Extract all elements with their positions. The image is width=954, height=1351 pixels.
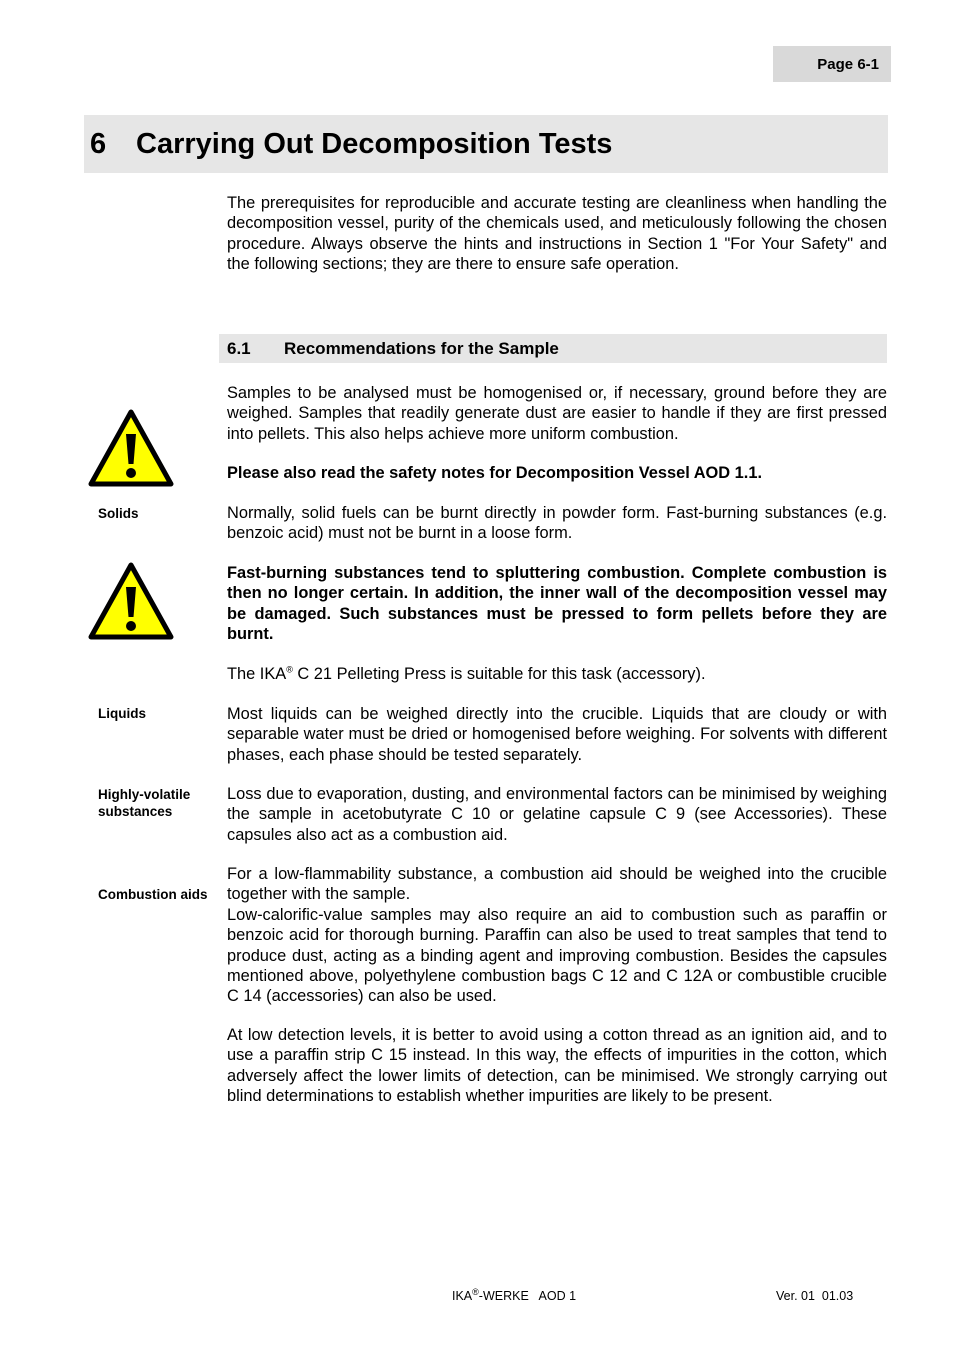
chapter-number: 6 [90,127,107,160]
side-label-liquids: Liquids [98,706,146,721]
combustion-paragraph-1: For a low-flammability substance, a combustion aid should be weighed into the crucible together with the sample. [227,865,887,904]
footer-brand [452,1286,577,1303]
side-label-solids: Solids [98,506,139,521]
warning-triangle-icon [88,408,174,488]
warning-triangle-icon [88,561,174,641]
press-prefix: The IKA [227,665,287,683]
footer-version: Ver. 01 01.03 [776,1289,854,1303]
footer-brand-suffix: -WERKE AOD 1 [478,1289,577,1303]
page-number-label: Page 6-1 [817,55,879,73]
footer-brand-prefix: IKA [452,1289,473,1303]
press-suffix: C 21 Pelleting Press is suitable for this task (accessory). [292,665,706,683]
footer-registered-mark: ® [472,1286,479,1297]
volatile-paragraph: Loss due to evaporation, dusting, and environmental factors can be minimised by weighing the sample in acetobutyrate C 10 or gelatine capsule C 9 (see Accessories). These capsules also act as a combustion aid. [227,785,887,844]
page-number [773,46,891,82]
samples-paragraph: Samples to be analysed must be homogenised or, if necessary, ground before they are weighed. Samples that readily generate dust are easier to handle if they are first pressed into pellets. This also helps achieve more uniform combustion. [227,384,887,443]
chapter-title: Carrying Out Decomposition Tests [136,127,613,160]
side-label-combustion: Combustion aids [98,887,208,902]
detection-paragraph: At low detection levels, it is better to avoid using a cotton thread as an ignition aid, and to use a paraffin strip C 15 instead. In this way, the effects of impurities in the cotton, which adversely affect the lower limits of detection, can be minimised. We strongly carrying out blind determinations to establish whether impurities are likely to be present. [227,1026,887,1105]
side-label-volatile: Highly-volatile substances [98,787,191,819]
press-registered-mark: ® [286,664,293,675]
chapter-heading [84,115,888,173]
section-number: 6.1 [227,338,251,358]
combustion-paragraph-2: Low-calorific-value samples may also require an aid to combustion such as paraffin or benzoic acid for thorough burning. Paraffin can also be used to treat samples that tend to produce dust, acting as a binding agent and improving combustion. Besides the capsules mentioned above, polyethylene combustion bags C 12 and C 12A or combustible crucible C 14 (accessories) can also be used. [227,906,887,1006]
solids-paragraph: Normally, solid fuels can be burnt directly in powder form. Fast-burning substances (e.g. benzoic acid) must not be burnt in a loose form. [227,504,887,543]
intro-paragraph: The prerequisites for reproducible and accurate testing are cleanliness when handling the decomposition vessel, purity of the chemicals used, and meticulously following the chosen procedure. Always observe the hints and instructions in Section 1 "For Your Safety" and the following sections; they are there to ensure safe operation. [227,194,887,273]
liquids-paragraph: Most liquids can be weighed directly into the crucible. Liquids that are cloudy or with separable water must be dried or homogenised before weighing. For solvents with different phases, each phase should be tested separately. [227,705,887,764]
section-title: Recommendations for the Sample [284,338,559,358]
fast-burning-warning: Fast-burning substances tend to spluttering combustion. Complete combustion is then no longer certain. In addition, the inner wall of the decomposition vessel may be damaged. Such substances must be pressed to form pellets before they are burnt. [227,564,887,643]
safety-note: Please also read the safety notes for Decomposition Vessel AOD 1.1. [227,464,763,482]
section-heading [219,334,887,363]
pelleting-press-paragraph [227,664,887,684]
